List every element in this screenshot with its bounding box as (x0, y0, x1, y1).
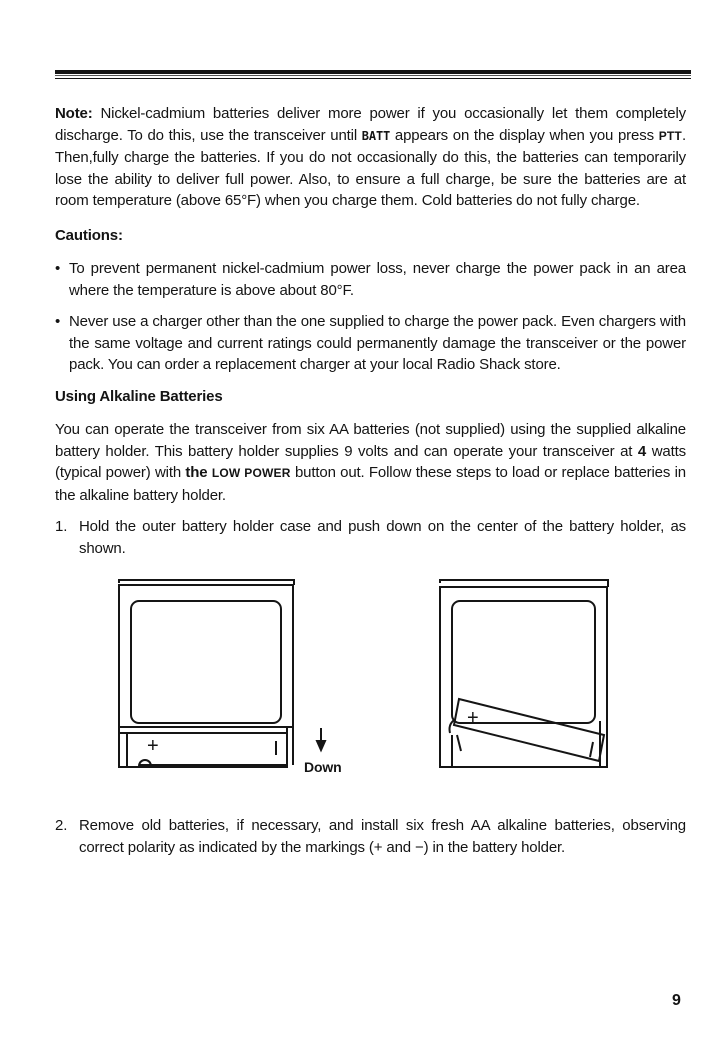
step-number: 2. (55, 817, 68, 834)
left-battery-holder-drawing (119, 580, 294, 767)
low-power-button-label: LOW POWER (211, 466, 291, 480)
caution-item (55, 311, 686, 376)
intro-text-a: You can operate the transceiver from six AA batteries (not supplied) using the supplied alkaline battery holder. This battery holder supplies 9 volts and can operate your transceiver at (55, 421, 686, 460)
note-paragraph (55, 103, 686, 212)
step-number: 1. (55, 518, 68, 535)
cautions-list (55, 258, 686, 376)
alkaline-intro (55, 419, 686, 506)
note-text-c: . Then,fully charge the batteries. If you do not occasionally do this, the batteries can temporarily lose the ability to deliver full power. Also, to ensure a full charge, be sure the batteries are at room temperature (above 65°F) when you charge them. Cold batteries do not fully charge. (55, 126, 686, 209)
down-arrow-drawing (317, 728, 325, 750)
battery-holder-figures (55, 575, 686, 797)
right-battery-holder-drawing (440, 580, 608, 767)
right-plus-mark: + (467, 707, 479, 729)
page-content (55, 103, 686, 858)
step-2 (55, 815, 686, 858)
note-label: Note: (55, 105, 93, 122)
step-text: Hold the outer battery holder case and push down on the center of the battery holder, as shown. (79, 518, 686, 557)
caution-text: Never use a charger other than the one supplied to charge the power pack. Even chargers with the same voltage and current ratings could permanently damage the transceiver or the power pack. You can order a replacement charger at your local Radio Shack store. (69, 313, 686, 373)
caution-text: To prevent permanent nickel-cadmium power loss, never charge the power pack in an area where the temperature is above about 80°F. (69, 260, 686, 299)
page-number: 9 (672, 992, 681, 1009)
intro-watts: 4 (637, 442, 647, 460)
header-rule (55, 70, 691, 79)
battery-holder-illustration (55, 575, 686, 797)
note-text-b: appears on the display when you press (394, 126, 654, 144)
step-text: Remove old batteries, if necessary, and install six fresh AA alkaline batteries, observing correct polarity as indicated by the markings (+ and −) in the battery holder. (79, 817, 686, 856)
intro-text-b: watts (typical power) with (55, 442, 686, 481)
cautions-heading: Cautions: (55, 226, 123, 244)
intro-text-c: button out. Follow these steps to load or replace batteries in the alkaline battery holder. (55, 464, 686, 504)
caution-item (55, 258, 686, 301)
note-text-a: Nickel-cadmium batteries deliver more power if you occasionally let them completely discharge. To do this, use the transceiver until (55, 105, 686, 144)
bullet: • (55, 313, 61, 330)
batt-indicator: BATT (361, 128, 391, 143)
down-label: Down (304, 759, 342, 775)
intro-the: the (185, 464, 208, 481)
alkaline-heading: Using Alkaline Batteries (55, 387, 223, 405)
left-plus-mark: + (147, 735, 159, 757)
bullet: • (55, 260, 61, 277)
step-1 (55, 516, 686, 559)
ptt-key: PTT (658, 128, 682, 143)
